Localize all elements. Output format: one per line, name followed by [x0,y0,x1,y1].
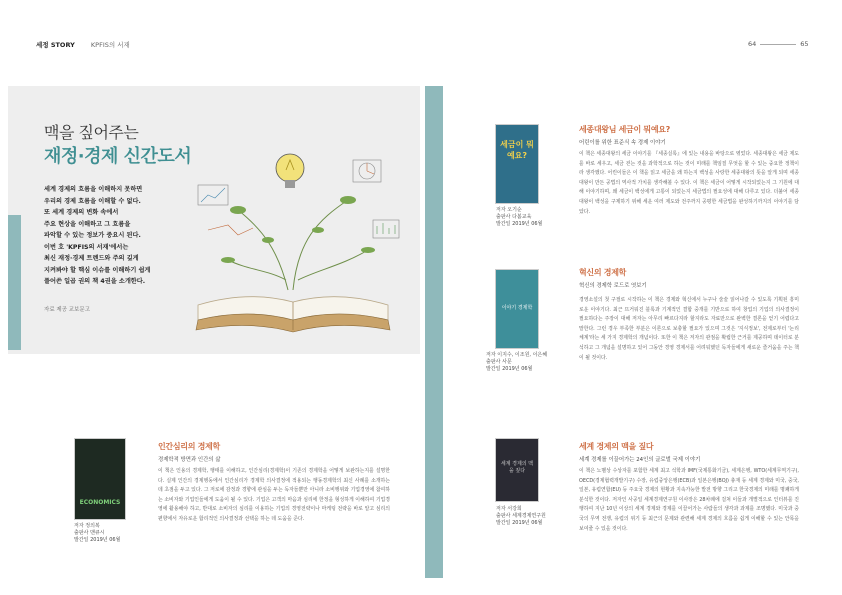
book-date: 발간일 2019년 06월 [496,520,543,526]
book-meta [74,523,120,544]
book-meta [496,506,546,527]
page-numbers [748,40,809,48]
book-title: 세계 경제의 맥을 짚다 [579,442,654,451]
book-publisher: 출판사 세계경제연구원 [496,513,546,519]
open-book-icon [196,297,390,332]
book-description: 이 책은 노벨상 수상자를 포함한 세계 최고 석학과 IMF(국제통화기금), 세계은행, WTO(세계무역기구), OECD(경제협력개발기구) 수장, 유럽중앙은행(ECB)과 일본은행(BOJ) 총재 등 세계 경제와 미국, 중국, 일본, 유럽연합(EU) 등 주요국 경제의 현황과 지속가능한 발전 방향 그리고 한국경제의 미래를 명쾌하게 분석한 것이다. 저자인 사공일 세계경제연구원 이사장은 28차례에 걸쳐 이들과 개별적으로 인터뷰를 진행하여 지난 10년 이상의 세계 경제와 경제를 이끌어가는 사람들의 생각과 과제를 조명했다. 미국과 중국의 무역 전쟁, 유럽의 위기 등 최근의 문제와 관련해 세계 경제의 흐름을 쉽게 이해할 수 있는 안목을 보여줄 수 있을 것이다. [579,468,799,532]
book-author: 저자 이지수, 이조원, 이은혜 [486,352,548,358]
book-cover[interactable] [74,438,126,520]
book-date: 발간일 2019년 06월 [496,221,543,227]
book-subtitle: 어린이를 위한 표준식 속 경제 이야기 [579,140,666,146]
book-title: 인간심리의 경제학 [158,442,220,451]
banner-intro-line: 세계 경제의 흐름을 이해하지 못하면 [44,186,143,193]
book-author: 저자 서강희 [496,506,522,512]
banner-credit: 자료 제공 교보문고 [44,307,91,313]
banner-intro-line: 파악할 수 있는 정보가 중요시 된다. [44,232,141,239]
book-title: 혁신의 경제학 [579,268,627,277]
banner-intro-line: 주요 현상을 이해하고 그 흐름을 [44,220,131,228]
book-publisher: 출판사 맨큐시 [74,530,105,536]
book-cover[interactable] [495,438,539,502]
teal-vertical-bar [425,86,443,578]
book-meta [486,352,547,373]
book-author: 저자 정의복 [74,523,100,529]
banner-intro-line: 지켜봐야 할 핵심 이슈를 이해하기 쉽게 [44,266,151,274]
banner-intro-line: 최신 재정·경제 트렌드와 주의 깊게 [44,255,139,262]
book-cover[interactable] [495,269,539,349]
open-book-illustration [168,130,418,354]
banner-intro-line: 우리의 경제 흐름을 이해할 수 없다. [44,197,141,205]
banner-intro-line: 또 세계 경제의 변화 속에서 [44,209,119,216]
banner-intro-line: 이번 호 'KPFIS의 서재'에서는 [44,243,129,251]
page-number-right: 65 [800,40,809,48]
book-description: 이 책은 인용의 경제학, 행태를 이해하고, 인간심리(경제학)이 기존의 경제학을 어떻게 보완하는지를 설명한다. 실제 인간의 경제행동에서 인간심리가 경제학 의사결정에 적용되는 행동경제학의 최신 사례를 소개하는 데 초점을 두고 있다. 그 저로에 감정과 경향에 관심을 두는 독자들뿐만 아니라 소비행위와 기업경영에 참여하는 소비자와 기업인들에게 도움이 될 수 있다. 기업은 고객의 마음과 심리에 한정을 형성하게 이해하여 기업경영에 활용해야 하고, 반대로 소비자의 심리를 이용하는 기업의 경영전략이나 마케팅 전략을 바로 알고 심리의 편향에서 자유로운 합리적인 의사결정과 선택을 하는 데 도움을 준다. [158,468,390,522]
book-cover-title: 세금이 뭐예요? [500,140,534,160]
page-header [36,40,130,49]
banner-title-line2: 재정·경제 신간도서 [44,146,192,167]
book-cover-title: ECONOMICS [79,499,121,506]
book-subtitle: 혁신의 경제학 로드로 엿보기 [579,283,647,289]
book-cover-title: 이야기 경제학 [501,305,533,311]
page-number-divider [760,44,796,45]
book-author: 저자 오기순 [496,207,522,213]
lightbulb-icon [276,154,304,188]
book-meta [496,207,542,228]
book-subtitle: 세계 경제를 이끌어가는 24인의 글로벌 국제 이야기 [579,457,701,463]
subsection-label: KPFIS의 서재 [90,41,130,49]
book-cover-title: 세계 경제의 맥을 짚다 [500,461,534,474]
book-date: 발간일 2019년 06월 [74,537,121,543]
section-label: 세정 STORY [36,41,75,49]
page-number-left: 64 [748,40,757,48]
book-title: 세종대왕님 세금이 뭐예요? [579,125,671,134]
book-description: 이 책은 세종대왕의 세금 이야기를 『세종실록』에 있는 내용을 바탕으로 엮었다. 세종대왕은 세금 제도를 바로 세우고, 세금 걷는 것을 과학적으로 하는 것이 미래를 책임질 무엇을 할 수 있는 중요한 정책이라 생각했다. 어린이들은 이 책을 읽고 세금을 왜 하는지 백성을 사랑한 세종대왕의 뜻을 알게 되며 세종대왕이 만든 공법의 역사적 가치를 생각해볼 수 있다. 이 책은 세금이 어떻게 시작되었는지 그 기원에 대해 이야기하며, 왜 세금이 백성에게 고통이 되었는지 세금법의 필요성에 대해 다루고 있다. 더불어 세종대왕이 백성을 구제하기 위해 세운 여러 제도와 전주까지 공평한 세금법을 완성하기까지의 이야기를 담았다. [579,151,799,215]
banner-intro-line: 풀어쓴 일곱 권의 책 4권을 소개한다. [44,278,146,285]
book-date: 발간일 2019년 06월 [486,366,533,372]
teal-left-accent [8,215,21,350]
book-publisher: 출판사 사문 [486,359,512,365]
book-publisher: 출판사 다봄교육 [496,214,532,220]
book-subtitle: 경제학적 방면과 인간의 삶 [158,457,221,463]
book-description: 경영소설의 첫 구절로 시작하는 이 책은 경제와 혁신에서 누구나 술술 읽어나갈 수 있도록 기획된 흥미로운 이야기다. 최근 뜨거워진 블록과 기계적인 결합 중개를 기반으로 하여 창업의 기업의 의사결정이 필요하다는 주장이 대해 저자는 아무리 빠르다지라 할지라도 자료만으로 완벽한 결론을 얻기 어렵다고 말한다. 그런 경우 부족한 부분은 이론으로 보충할 필요가 있으며 그것은 '지식정보', 전제로부터 '논리 체계'라는 세 가지 경제학의 개념이다. 또한 이 책은 저자의 관점을 확립한 근거를 제공하며 데이터로 분석하고 그 개념을 설명하고 있어 그동안 경영 경제서를 어려워했던 독자들에게 새로운 즐거움을 주는 책이 될 것이다. [579,297,799,361]
banner-title-line1: 맥을 짚어주는 [44,123,139,142]
book-cover[interactable] [495,124,539,204]
